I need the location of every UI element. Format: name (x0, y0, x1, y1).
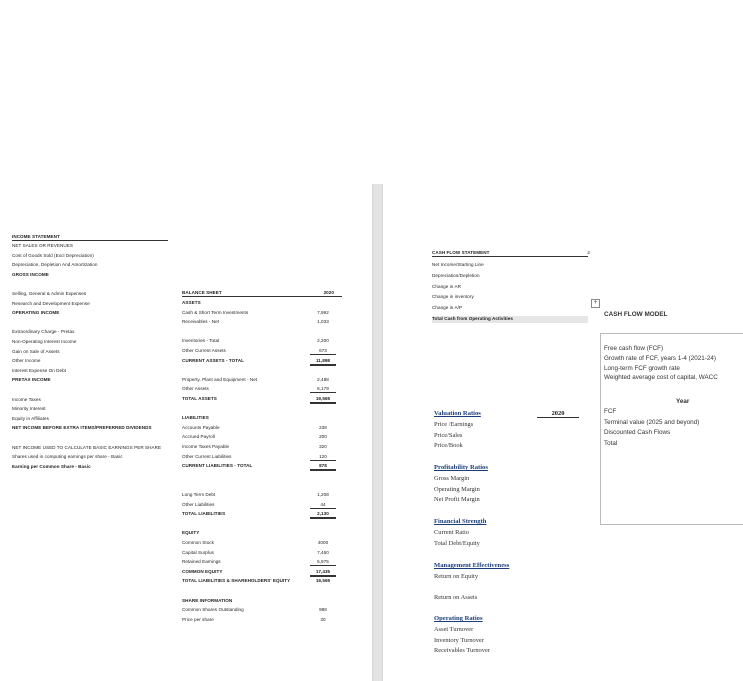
income-statement-title: INCOME STATEMENT (12, 234, 168, 241)
model-output-label: Total (604, 439, 618, 447)
cash-flow-row-label: Change in AR (432, 283, 461, 289)
ratio-item-label: Return on Equity (434, 573, 479, 580)
balance-row-label: COMMON EQUITY (182, 568, 223, 574)
balance-row-value: 2,130 (310, 511, 336, 519)
balance-row-label: Retained Earnings (182, 559, 221, 565)
balance-row-label: Income Taxes Payable (182, 444, 230, 449)
cash-flow-marker: 2 (587, 250, 590, 255)
balance-row-label: Long Term Debt (182, 492, 216, 497)
model-output-label: FCF (604, 408, 617, 415)
balance-row-label: Other Current Liabilities (182, 453, 232, 459)
balance-row-value: 673 (310, 348, 336, 355)
page-gutter (372, 184, 383, 681)
balance-row-value: 120 (310, 454, 336, 461)
balance-row-value: 1,033 (317, 319, 329, 325)
balance-row-label: Common Stock (182, 540, 215, 545)
cash-flow-row-label: Total Cash from Operating Activities (432, 316, 588, 323)
cash-flow-row-label: Net Income/Starting Line (432, 262, 484, 267)
balance-row-value: 7,992 (317, 309, 329, 315)
balance-row-label: Cash & Short Term Investments (182, 309, 249, 315)
balance-row-value: 6,179 (310, 386, 336, 393)
balance-row-value: 238 (319, 424, 327, 430)
ratio-item-label: Receivables Turnover (434, 647, 490, 655)
ratio-item-label: Total Debt/Equity (434, 539, 480, 547)
ratio-group-heading: Valuation Ratios (434, 410, 481, 417)
income-row-label: Non-Operating Interest Income (12, 339, 77, 344)
balance-row-value: 2,488 (317, 376, 329, 382)
ratio-item-label: Net Profit Margin (434, 496, 480, 504)
cash-flow-statement-title (432, 250, 588, 257)
balance-row-value: 320 (319, 444, 327, 449)
balance-row-label: SHARE INFORMATION (182, 597, 233, 603)
balance-row-label: TOTAL ASSETS (182, 396, 217, 401)
balance-row-value: 878 (310, 463, 336, 471)
cash-flow-row-label: Change in A/P (432, 305, 463, 311)
ratio-group-heading: Operating Ratios (434, 615, 483, 622)
balance-row-label: LIABILITIES (182, 415, 209, 421)
ratio-group-heading: Management Effectiveness (434, 562, 510, 569)
cash-flow-model-title: CASH FLOW MODEL (604, 311, 668, 318)
balance-row-value: 44 (310, 502, 336, 509)
balance-row-value: 17,435 (310, 569, 336, 577)
income-row-label: Other Income (12, 358, 41, 364)
expand-plus-icon[interactable]: + (591, 299, 600, 308)
model-input-label: Long-term FCF growth rate (604, 364, 680, 372)
income-row-label: Depreciation, Depletion And Amortization (12, 262, 98, 268)
balance-row-value: 7,460 (317, 549, 329, 555)
ratio-item-label: Current Ratio (434, 529, 469, 536)
model-input-label: Growth rate of FCF, years 1-4 (2021-24) (604, 354, 716, 362)
income-row-label: Interest Expense On Debt (12, 367, 67, 373)
income-row-label: Gain on Sale of Assets (12, 348, 60, 354)
balance-row-value: 2,200 (317, 338, 329, 344)
balance-row-label: Price per share (182, 616, 214, 622)
income-row-label: GROSS INCOME (12, 271, 49, 277)
balance-row-label: ASSETS (182, 300, 201, 305)
income-row-label: Equity in Affiliates (12, 415, 49, 421)
income-row-label: Extraordinary Charge - Pretax (12, 329, 75, 335)
balance-row-value: 200 (319, 434, 327, 440)
balance-row-value: 19,565 (310, 396, 336, 404)
balance-row-value: 4000 (317, 540, 329, 545)
balance-row-label: Accounts Payable (182, 424, 220, 430)
balance-row-label: TOTAL LIABILITIES (182, 511, 226, 517)
income-row-label: NET INCOME USED TO CALCULATE BASIC EARNINGS PER SHARE (12, 444, 162, 450)
model-input-label: Free cash flow (FCF) (604, 345, 664, 352)
balance-row-value: 1,208 (317, 492, 329, 497)
ratio-group-heading: Financial Strength (434, 518, 487, 525)
ratio-group-heading: Profitability Ratios (434, 464, 488, 471)
balance-row-label: Capital Surplus (182, 549, 214, 555)
model-output-label: Terminal value (2025 and beyond) (604, 418, 700, 426)
model-output-label: Discounted Cash Flows (604, 429, 671, 437)
cash-flow-row-label: Depreciation/Depletion (432, 272, 480, 278)
balance-row-label: CURRENT ASSETS - TOTAL (182, 357, 245, 363)
cash-flow-title-text: CASH FLOW STATEMENT (432, 250, 490, 255)
balance-row-label: Common Shares Outstanding (182, 607, 244, 613)
ratio-item-label: Return on Assets (434, 594, 478, 602)
balance-row-value: 11,898 (310, 358, 336, 366)
income-row-label: Earning per Common Share - Basic (12, 463, 91, 469)
income-row-label: Income Taxes (12, 396, 41, 402)
income-row-label: NET SALES OR REVENUES (12, 243, 73, 248)
balance-row-label: Accrued Payroll (182, 434, 215, 440)
balance-row-label: EQUITY (182, 530, 200, 536)
ratio-item-label: Price/Sales (434, 431, 463, 439)
balance-row-label: CURRENT LIABILITIES - TOTAL (182, 463, 253, 469)
income-row-label: Minority Interest (12, 406, 46, 412)
income-row-label: Shares used in computing earnings per share - Basic (12, 454, 123, 460)
ratio-item-label: Inventory Turnover (434, 636, 484, 644)
income-row-label: NET INCOME BEFORE EXTRA ITEMS/PREFERRED DIVIDENDS (12, 425, 152, 431)
income-row-label: Cost of Goods Sold (Excl Depreciation) (12, 252, 94, 258)
ratio-item-label: Gross Margin (434, 475, 470, 482)
balance-sheet-title-text: BALANCE SHEET (182, 290, 222, 295)
income-row-label: Selling, General & Admin Expenses (12, 291, 87, 296)
balance-row-label: TOTAL LIABILITIES & SHAREHOLDERS' EQUITY (182, 578, 291, 584)
ratios-year-header: 2020 (537, 410, 579, 418)
balance-row-label: Other Assets (182, 386, 209, 392)
balance-row-label: Property, Plant and Equipment - Net (182, 376, 258, 382)
balance-row-label: Receivables - Net (182, 319, 220, 325)
balance-row-value: 30 (320, 616, 326, 622)
balance-row-label: Other Liabilities (182, 501, 215, 507)
balance-row-label: Inventories - Total (182, 338, 220, 344)
ratio-item-label: Operating Margin (434, 485, 480, 493)
balance-sheet-year: 2020 (323, 290, 334, 295)
model-year-header: Year (676, 398, 690, 405)
model-input-label: Weighted average cost of capital, WACC (604, 374, 718, 382)
income-row-label: PRETAX INCOME (12, 377, 51, 383)
income-row-label: Research and Development Expense (12, 300, 90, 306)
ratio-item-label: Asset Turnover (434, 626, 474, 633)
ratio-item-label: Price/Book (434, 442, 463, 450)
balance-row-value: 988 (319, 607, 327, 613)
balance-row-label: Other Current Assets (182, 348, 226, 353)
balance-row-value: 19,565 (315, 578, 331, 584)
cash-flow-row-label: Change in inventory (432, 294, 474, 300)
balance-row-value: 5,975 (310, 559, 336, 566)
income-row-label: OPERATING INCOME (12, 310, 60, 316)
balance-sheet-title (182, 290, 342, 297)
ratio-item-label: Price /Earnings (434, 421, 474, 428)
